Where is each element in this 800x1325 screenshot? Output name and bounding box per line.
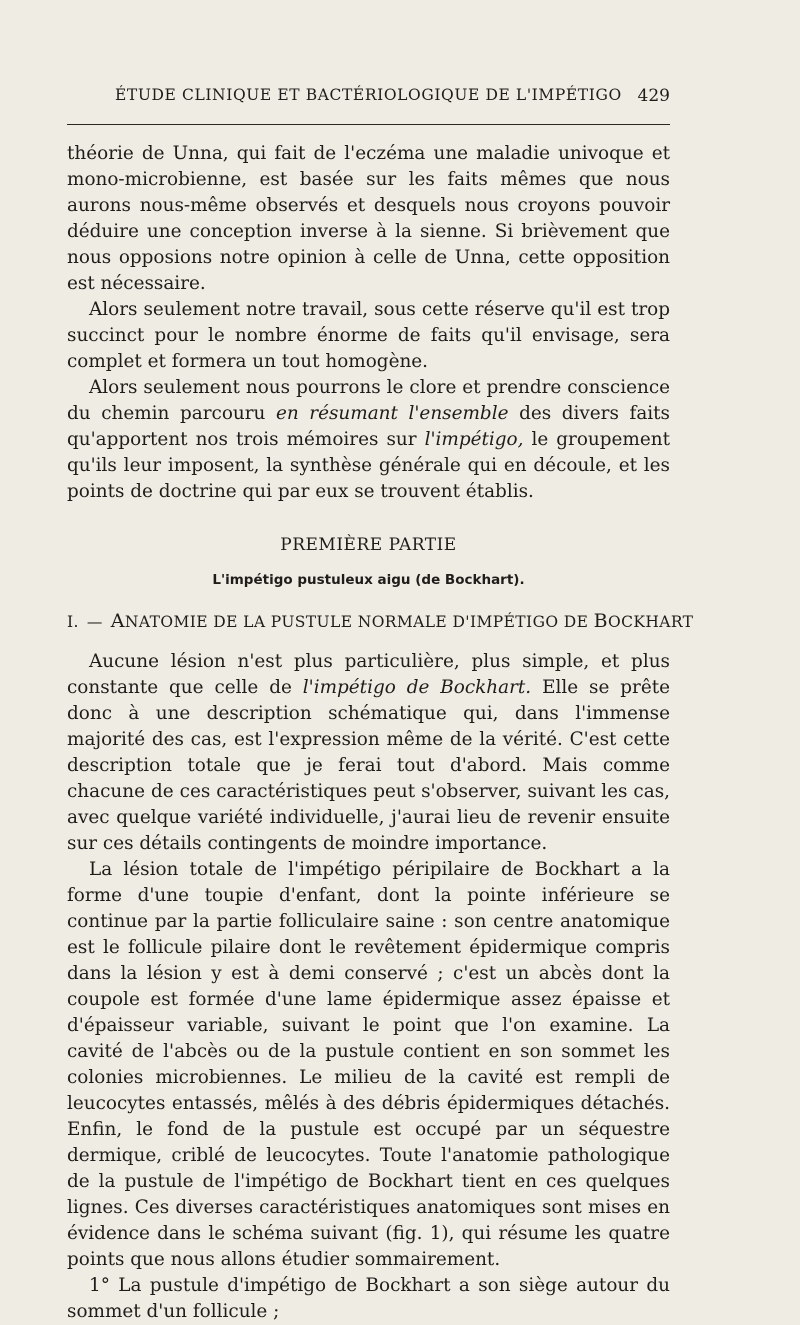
section-paragraph-1: Aucune lésion n'est plus particulière, plus simple, et plus constante que celle de l'impétigo de Bockhart. Elle se prête donc à une description schématique qui, dans l'immense majorité des cas, est l'expression même de la vérité. C'est cette description totale que je ferai tout d'abord. Mais comme chacune de ces caractéristiques peut s'observer, suivant les cas, avec quelque variété individuelle, j'aurai lieu de revenir ensuite sur ces détails contingents de moindre importance.	[67, 651, 671, 854]
section-heading: I. — ANATOMIE DE LA PUSTULE NORMALE D'IMPÉTIGO DE BOCKHART	[67, 610, 694, 632]
part-title: PREMIÈRE PARTIE	[280, 535, 457, 555]
running-title: ÉTUDE CLINIQUE ET BACTÉRIOLOGIQUE DE L'IMPÉTIGO	[115, 86, 622, 104]
part-subtitle: L'impétigo pustuleux aigu (de Bockhart).	[212, 572, 525, 588]
running-head	[115, 86, 670, 104]
section-paragraph-3: 1° La pustule d'impétigo de Bockhart a son siège autour du sommet d'un follicule ;	[67, 1275, 670, 1322]
paragraph-1: théorie de Unna, qui fait de l'eczéma une maladie univoque et mono-microbienne, est basée sur les faits mêmes que nous aurons nous-même observés et desquels nous croyons pouvoir déduire une conception inverse à la sienne. Si brièvement que nous opposions notre opinion à celle de Unna, cette opposition est nécessaire.	[67, 143, 670, 294]
paragraph-2: Alors seulement notre travail, sous cette réserve qu'il est trop succinct pour le nombre énorme de faits qu'il envisage, sera complet et formera un tout homogène.	[67, 299, 670, 372]
section-paragraph-2: La lésion totale de l'impétigo péripilaire de Bockhart a la forme d'une toupie d'enfant, dont la pointe inférieure se continue par la partie folliculaire saine : son centre anatomique est le follicule pilaire dont le revêtement épidermique compris dans la lésion y est à demi conservé ; c'est un abcès dont la coupole est formée d'une lame épidermique assez épaisse et d'épaisseur variable, suivant le point que l'on examine. La cavité de l'abcès ou de la pustule contient en son sommet les colonies microbiennes. Le milieu de la cavité est rempli de leucocytes entassés, mêlés à des débris épidermiques détachés. Enfin, le fond de la pustule est occupé par un séquestre dermique, criblé de leucocytes. Toute l'anatomie pathologique de la pustule de l'impétigo de Bockhart tient en ces quelques lignes. Ces diverses caractéristiques anatomiques sont mises en évidence dans le schéma suivant (fig. 1), qui résume les quatre points que nous allons étudier sommairement.	[67, 859, 670, 1270]
page-number: 429	[637, 86, 670, 106]
main-text	[67, 141, 694, 1325]
paragraph-3: Alors seulement nous pourrons le clore et prendre conscience du chemin parcouru en résumant l'ensemble des divers faits qu'apportent nos trois mémoires sur l'impétigo, le groupement qu'ils leur imposent, la synthèse générale qui en découle, et les points de doctrine qui par eux se trouvent établis.	[67, 377, 670, 502]
header-rule	[67, 124, 670, 125]
